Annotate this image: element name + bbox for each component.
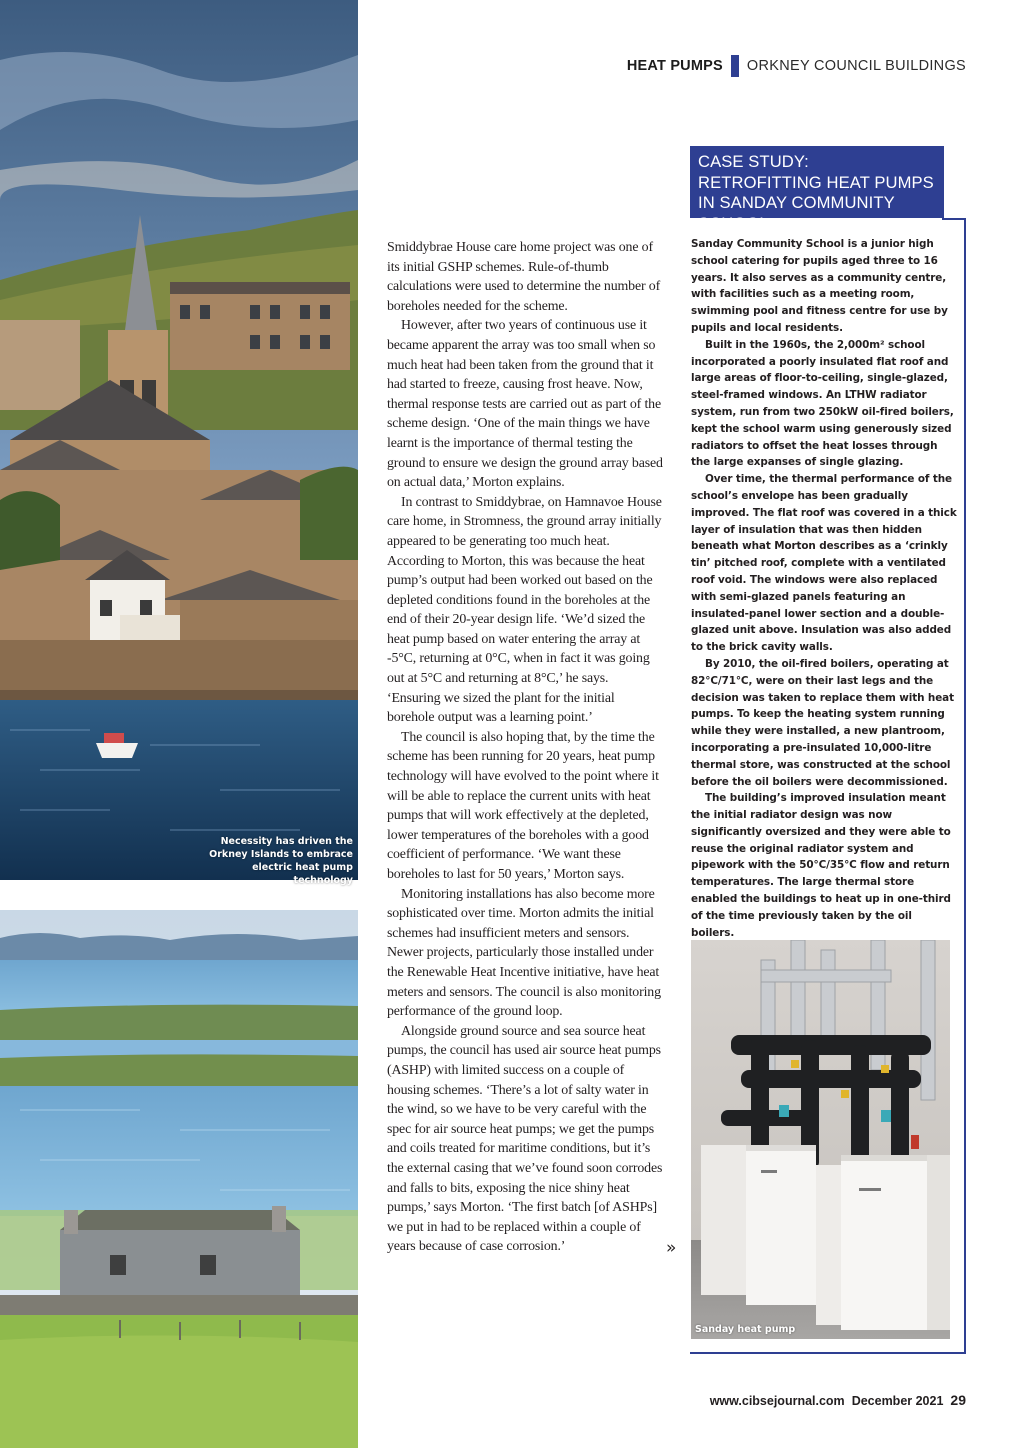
article-paragraph: Alongside ground source and sea source heat pumps, the council has used air source heat pumps (ASHP) with limited success on a couple of housing schemes. ‘There’s a lot of salty water in the wind, so we have to be very careful with the spec for air source heat pumps; we get the pumps and coils treated for maritime conditions, but it’s the external casing that we’ve found soon corrodes and falls to bits, exposing the nice shiny heat pumps,’ says Morton. ‘The first batch [of ASHPs] we put in had to be replaced within a couple of years because of case corrosion.’ xyxy=(387,1023,663,1255)
page-footer xyxy=(710,1392,966,1408)
photo-caption-top: Necessity has driven the Orkney Islands to embrace electric heat pump technology xyxy=(209,836,353,886)
stromness-photo xyxy=(0,0,358,880)
article-paragraph: In contrast to Smiddybrae, on Hamnavoe House care home, in Stromness, the ground array initially appeared to be generating too much heat. According to Morton, this was because the heat pump’s output had been worked out based on the depleted conditions found in the boreholes at the end of their 20-year design life. ‘We’d sized the heat pump based on water entering the array at -5°C, returning at 0°C, when in fact it was going out at 5°C and returning at 8°C,’ he says. ‘Ensuring we sized the plant for the initial borehole output was a learning point.’ xyxy=(387,494,662,726)
footer-url[interactable]: www.cibsejournal.com xyxy=(709,1394,845,1408)
plantroom-illustration xyxy=(691,940,950,1339)
article-paragraph: Monitoring installations has also become more sophisticated over time. Morton admits the initial schemes had insufficient meters and sensors. Newer projects, particularly those installed under the Renewable Heat Incentive initiative, have heat meters and sensors. The council is also monitoring performance of the ground loop. xyxy=(387,886,661,1020)
orkney-landscape-photo xyxy=(0,910,358,1448)
stromness-illustration xyxy=(0,0,358,880)
case-study-paragraph: The building’s improved insulation meant the initial radiator design was now significantly oversized and they were able to reuse the original radiator system and pipework with the 50°C/35°C flow and return temperatures. The large thermal store enabled the buildings to heat up in one-third of the time previously taken by the oil boilers. xyxy=(691,792,951,939)
footer-issue: December 2021 xyxy=(851,1394,944,1408)
article-paragraph: Smiddybrae House care home project was one of its initial GSHP schemes. Rule-of-thumb calculations were used to determine the number of boreholes needed for the scheme. xyxy=(387,240,661,314)
header-section: ORKNEY COUNCIL BUILDINGS xyxy=(746,58,966,74)
case-study-body xyxy=(691,236,957,941)
case-study-paragraph: Sanday Community School is a junior high school catering for pupils aged three to 16 years. It also serves as a community centre, with facilities such as a meeting room, swimming pool and fitness centre for use by pupils and local residents. xyxy=(691,238,948,334)
case-study-title: CASE STUDY: RETROFITTING HEAT PUMPS IN SANDAY COMMUNITY SCHOOL xyxy=(690,146,944,218)
case-study-paragraph: Built in the 1960s, the 2,000m² school incorporated a poorly insulated flat roof and large areas of floor-to-ceiling, single-glazed, steel-framed windows. An LTHW radiator system, run from two 250kW oil-fired boilers, kept the school warm using generously sized radiators to offset the heat losses through the large expanses of single glazing. xyxy=(691,338,954,469)
header-divider-bar xyxy=(731,55,739,77)
page-number: 29 xyxy=(950,1392,966,1408)
header-kicker: HEAT PUMPS xyxy=(626,58,723,74)
sanday-heat-pump-photo xyxy=(691,940,950,1339)
article-body xyxy=(387,238,677,1259)
case-study-paragraph: Over time, the thermal performance of the school’s envelope has been gradually improved. The flat roof was covered in a thick layer of insulation that was then hidden beneath what Morton describes as a ‘crinkly tin’ pitched roof, complete with a ventilated roof void. The windows were also replaced with semi-glazed panels featuring an insulated-panel lower section and a double-glazed unit above. Insulation was also added to the brick cavity walls. xyxy=(691,473,957,654)
running-header xyxy=(627,56,966,76)
landscape-illustration xyxy=(0,910,358,1448)
article-paragraph: However, after two years of continuous use it became apparent the array was too small when so much heat had been taken from the ground that it had started to freeze, causing frost heave. Now, thermal response tests are carried out as part of the scheme design. ‘One of the main things we have learnt is the importance of thermal testing the ground to ensure we design the ground array based on actual data,’ Morton explains. xyxy=(387,318,663,491)
article-paragraph: The council is also hoping that, by the time the scheme has been running for 20 years, heat pump technology will have evolved to the point where it will be able to replace the current units with heat pumps that will work effectively at the depleted, lower temperatures of the boreholes with a good coefficient of performance. ‘We want these boreholes to last for 50 years,’ Morton says. xyxy=(387,729,659,882)
case-study-paragraph: By 2010, the oil-fired boilers, operating at 82°C/71°C, were on their last legs and the decision was taken to replace them with heat pumps. To keep the heating system running while they were installed, a new plantroom, incorporating a pre-insulated 10,000-litre thermal store, was constructed at the school before the oil boilers were decommissioned. xyxy=(691,657,954,788)
case-photo-caption: Sanday heat pump xyxy=(695,1324,796,1335)
continue-arrow-icon: » xyxy=(666,1238,677,1259)
